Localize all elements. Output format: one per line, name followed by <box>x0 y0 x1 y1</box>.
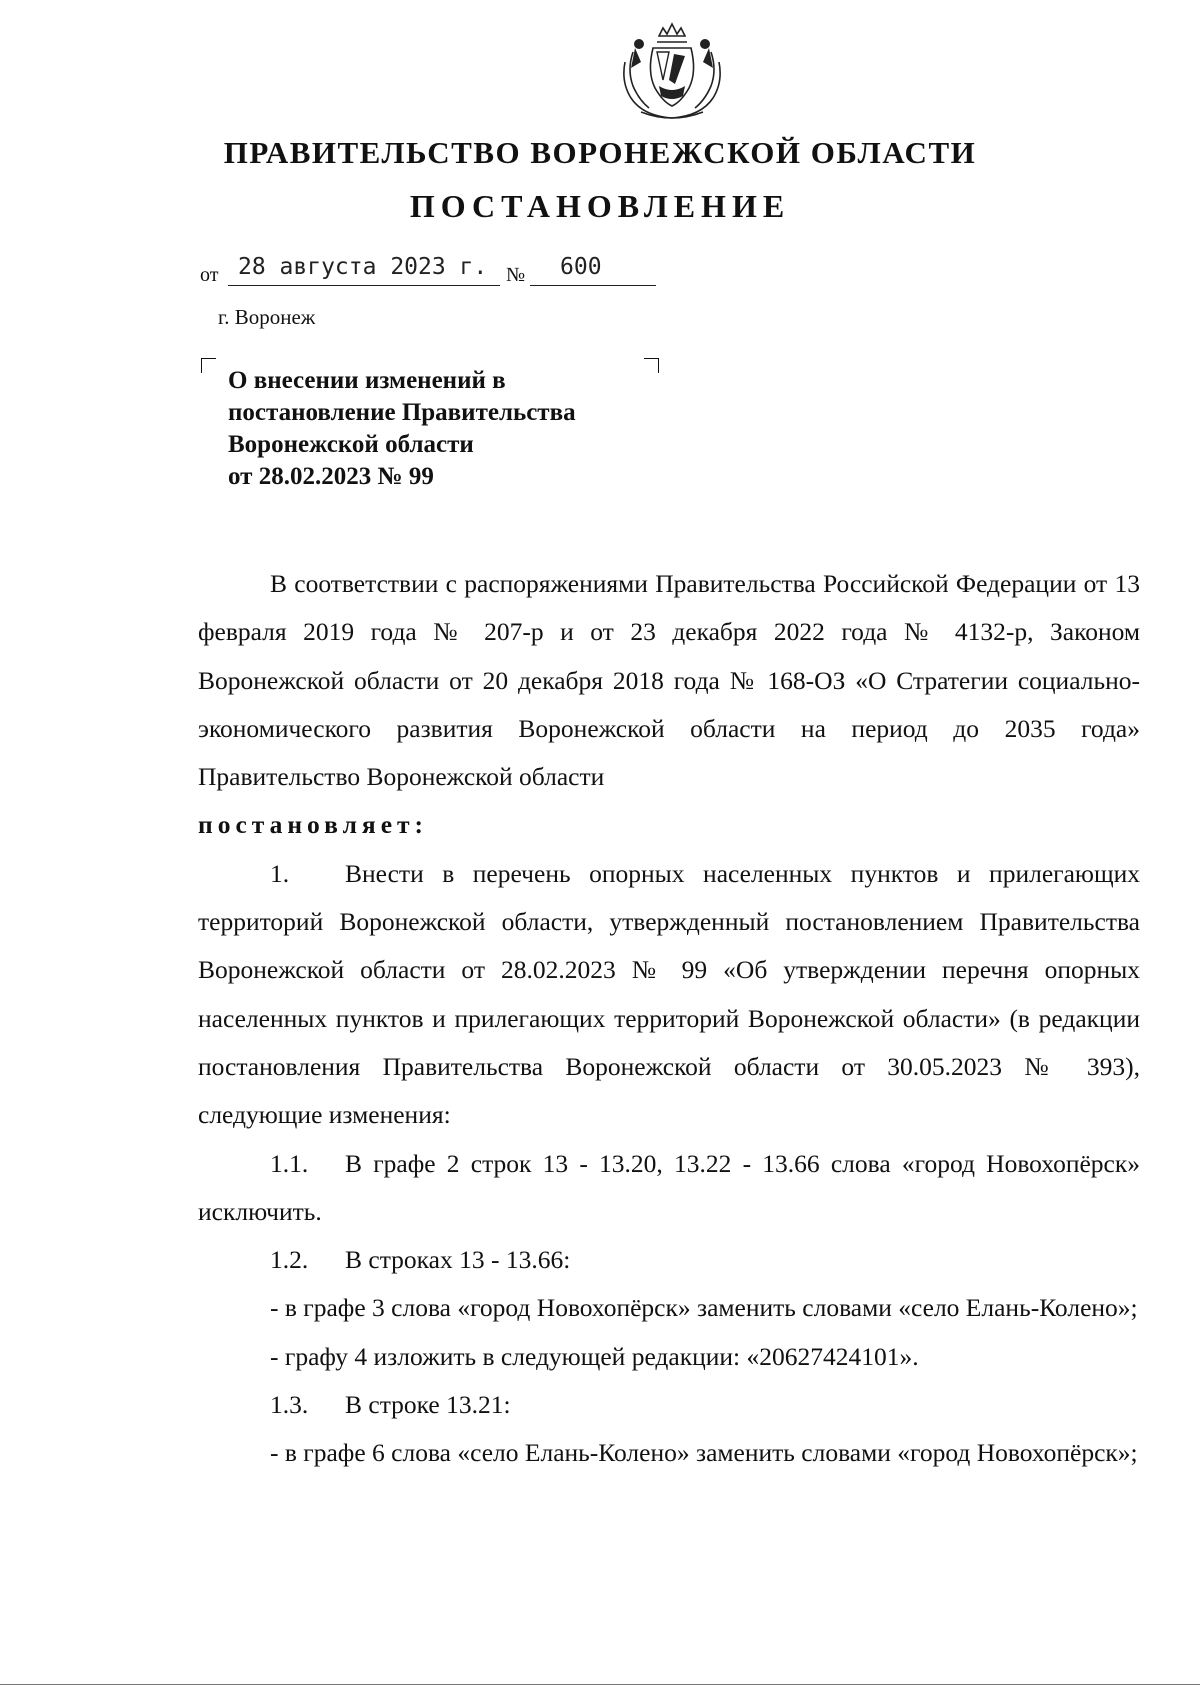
dash-item <box>198 1284 1140 1332</box>
item-number: 1.2. <box>270 1245 309 1275</box>
coat-of-arms-icon <box>619 22 725 122</box>
city: г. Воронеж <box>218 305 316 329</box>
number-underline <box>530 285 656 286</box>
item-number: 1.1. <box>270 1148 309 1178</box>
document-type: ПОСТАНОВЛЕНИЕ <box>409 188 791 224</box>
item-1 <box>198 850 1140 1140</box>
from-label: от <box>200 264 219 286</box>
item-1-3 <box>198 1381 1140 1429</box>
preamble-text: В соответствии с распоряжениями Правительства Российской Федерации от 13 февраля 2019 года № 207-р и от 23 декабря 2022 года № 4132-р, Законом Воронежской области от 20 декабря 2018 года № 168-ОЗ «О Стратегии социально-экономического развития Воронежской области на период до 2035 года» Правительство Воронежской области <box>198 569 1140 792</box>
document-date: 28 августа 2023 г. <box>238 254 488 280</box>
item-text: Внести в перечень опорных населенных пунктов и прилегающих территорий Воронежской области, утвержденный постановлением Правительства Воронежской области от 28.02.2023 № 99 «Об утверждении перечня опорных населенных пунктов и прилегающих территорий Воронежской области» (в редакции постановления Правительства Воронежской области от 30.05.2023 № 393), следующие изменения: <box>198 858 1140 1130</box>
corner-mark-left <box>201 358 216 373</box>
dash-item <box>198 1429 1140 1477</box>
number-label: № <box>506 264 526 286</box>
subject-line: О внесении изменений в <box>228 367 506 394</box>
bottom-edge-line <box>0 1684 1200 1685</box>
document-number: 600 <box>560 254 602 280</box>
item-1-2 <box>198 1236 1140 1284</box>
subject-line: Воронежской области <box>228 431 474 458</box>
preamble-paragraph <box>198 560 1140 801</box>
resolves-paragraph <box>198 801 1140 849</box>
subject-line: от 28.02.2023 № 99 <box>228 463 434 490</box>
document-subject <box>228 365 648 493</box>
dash-text: - в графе 3 слова «город Новохопёрск» заменить словами «село Елань-Колено»; <box>270 1293 1138 1323</box>
dash-text: - в графе 6 слова «село Елань-Колено» заменить словами «город Новохопёрск»; <box>270 1438 1138 1468</box>
resolves-word: постановляет: <box>198 810 429 840</box>
document-body <box>198 560 1140 1478</box>
date-underline <box>228 285 500 286</box>
item-number: 1.3. <box>270 1390 309 1420</box>
dash-item <box>198 1333 1140 1381</box>
date-number-line <box>200 252 670 288</box>
item-number: 1. <box>270 858 290 888</box>
item-text: В строке 13.21: <box>345 1390 511 1420</box>
item-1-1 <box>198 1140 1140 1237</box>
subject-line: постановление Правительства <box>228 399 576 426</box>
item-text: В строках 13 - 13.66: <box>345 1245 571 1275</box>
dash-text: - графу 4 изложить в следующей редакции: «20627424101». <box>270 1341 919 1371</box>
government-title: ПРАВИТЕЛЬСТВО ВОРОНЕЖСКОЙ ОБЛАСТИ <box>223 135 977 170</box>
item-text: В графе 2 строк 13 - 13.20, 13.22 - 13.66 слова «город Новохопёрск» исключить. <box>198 1148 1140 1226</box>
